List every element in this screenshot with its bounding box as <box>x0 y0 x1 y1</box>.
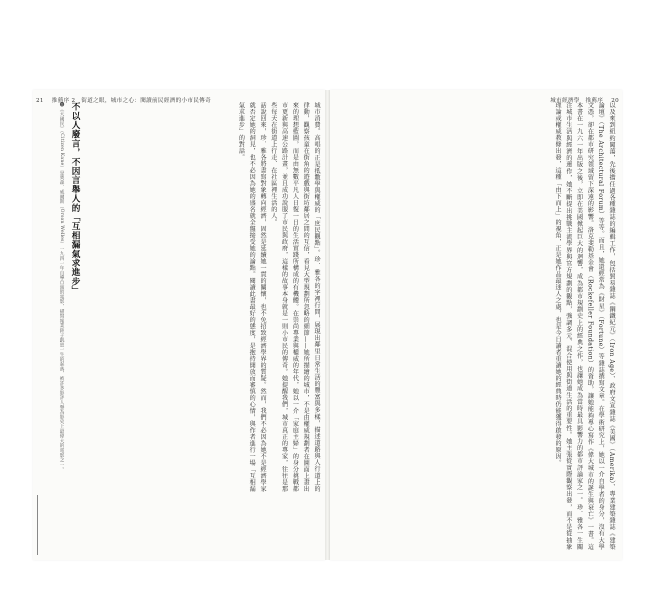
left-page <box>33 90 325 560</box>
footnote-divider <box>37 495 38 555</box>
right-body-text: 以及來到紐約闖蕩，先後擔任過各種雜誌的編輯工作，包括貿易雜誌《鋼鐵紀元》（Iron Age）、政府文宣雜誌《美國》（Amerika）、專業建築雜誌《建築論壇》（The Architectural Forum）等等。而且，她還經常為《財星》（Fortune）等雜誌撰寫文章。在學術研究上，她以一介自學者的身分，沒有大學文憑，卻在都市研究領域留下深遠的影響。洛克斐勒基金會（Rockefeller Foundation）的資助，讓她能夠專心寫作《偉大城市的誕生與衰亡》一書。這本書在一九六一年出版之後，立即在美國掀起巨大的迴響，成為都市規劃史上的經典之作，也讓她成為當時最具影響力的都市評論家之一。珍．雅各一生關注城市生活與經濟的運作，她不斷提出挑戰主流學界與官方規劃的觀點，強調多元、混合使用與街道生活的重要性。她主張從實際觀察出發，而不是從抽象理論或權威教條出發，這種「由下而上」的視角，正是她作品最迷人之處，也是今日讀者重讀她的經典時仍能獲得啟發的原因。 <box>554 102 615 550</box>
section-subheading: 不以人廢言，不因言舉人的「互相漏氣求進步」 <box>70 102 80 296</box>
right-running-head <box>544 96 619 104</box>
left-body-paragraph-1: 城市消費。高唱的正是抵數學與權威的「庶民觀點」。珍．雅各的字裡行間，展現出鄰里日常生活的豐富與多樣，描述道路與人行道上的律動，觀察孩童在街角的遊戲與街坊鄰居之間的互信，看見大型規劃所忽略的細節——她所描繪的城市，不是由權威規劃者在圖面上畫出來的理想藍圖，而是由無數平凡人日復一日的生活實踐所構成的有機體。在崇尚專業與權威的年代，她以一介「家庭主婦」的身分挑戰都市更新與高速公路計畫，並且成功說服了市民與政府，這樣的故事本身就是一則小市民的傳奇。她提醒我們，城市真正的專家，往往是那些每天在街道上行走、在社區裡生活的人。 <box>269 102 320 492</box>
left-running-title: 推薦序 2 街道之眼，城市之心：閱讀前民經濟的小市民傳奇 <box>51 98 211 104</box>
left-body-paragraph-2: 話說回來，珍．雅各將書寫對象轉向經濟，固然是延續她一貫的關懷，也不免招致經濟學界的質疑。然而，我們不必因為她不是經濟學家就否定她的洞見，也不必因為她的盛名就全盤接受她的論點。閱讀此書最好的態度，是抱持開放而審慎的心情，與作者進行一場「互相漏氣求進步」的對話。 <box>237 102 267 492</box>
right-running-title: 城市經濟學 推薦序 <box>550 98 604 104</box>
right-page <box>330 90 622 560</box>
footnote-block: ❶《大國民》（Citizen Kane）是奧森．威爾斯（Orson Welles）一九四一年自導自演的電影，描寫報業鉅子凱恩一生的起落，被許多影評人譽為影史上最偉大的電影之一。 <box>59 102 64 472</box>
left-body-text <box>87 102 321 492</box>
right-page-number: 20 <box>611 98 619 104</box>
left-running-head <box>36 96 217 104</box>
left-page-number: 21 <box>36 98 44 104</box>
